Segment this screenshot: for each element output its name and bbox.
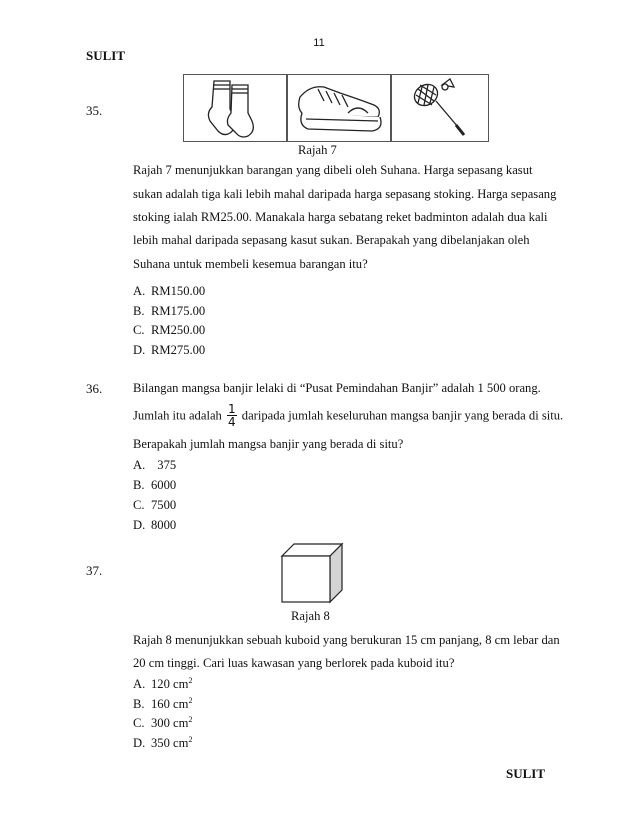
option-letter: A. — [133, 677, 146, 691]
option-letter: D. — [133, 343, 146, 357]
option-letter: D. — [133, 518, 146, 532]
option-text: RM150.00 — [151, 284, 206, 298]
question-number: 36. — [86, 381, 103, 396]
socks-image — [183, 74, 287, 142]
option-text: RM275.00 — [151, 343, 206, 357]
option-text: 6000 — [151, 478, 177, 492]
option-letter: C. — [133, 323, 145, 337]
answer-option[interactable] — [133, 458, 176, 473]
question-text-line: Suhana untuk membeli kesemua barangan itu? — [133, 257, 368, 271]
badminton-racket-image — [391, 74, 489, 142]
text-fragment: Jumlah itu adalah — [133, 408, 222, 423]
answer-option[interactable] — [133, 697, 192, 712]
answer-option[interactable] — [133, 478, 176, 493]
unit-power: 2 — [188, 714, 193, 724]
page-number: 11 — [313, 37, 325, 49]
answer-option[interactable] — [133, 323, 205, 338]
answer-option[interactable] — [133, 518, 176, 533]
question-text-line: 20 cm tinggi. Cari luas kawasan yang berlorek pada kuboid itu? — [133, 656, 455, 670]
answer-option[interactable] — [133, 736, 192, 751]
question-text-line: sukan adalah tiga kali lebih mahal daripada harga sepasang stoking. Harga sepasang — [133, 187, 557, 201]
answer-option[interactable] — [133, 677, 192, 692]
cuboid-front-face — [282, 556, 330, 602]
text-fragment: daripada jumlah keseluruhan mangsa banjir yang berada di situ. — [241, 408, 564, 423]
question-text-line — [133, 404, 563, 429]
fraction — [227, 403, 237, 428]
unit: cm — [173, 716, 189, 730]
racket-icon — [392, 75, 488, 141]
option-letter: C. — [133, 716, 145, 730]
answer-option[interactable] — [133, 343, 205, 358]
option-text: RM250.00 — [151, 323, 206, 337]
option-text: 7500 — [151, 498, 177, 512]
unit: cm — [173, 677, 189, 691]
unit-power: 2 — [188, 734, 193, 744]
fraction-numerator: 1 — [228, 402, 236, 416]
option-text: 350 — [151, 736, 170, 750]
option-letter: A. — [133, 284, 146, 298]
option-letter: B. — [133, 697, 145, 711]
unit-power: 2 — [188, 695, 193, 705]
option-letter: A. — [133, 458, 146, 472]
figure-caption: Rajah 7 — [298, 143, 337, 157]
question-text-line: Rajah 7 menunjukkan barangan yang dibeli oleh Suhana. Harga sepasang kasut — [133, 163, 533, 177]
header-label: SULIT — [86, 48, 126, 63]
sneakers-image — [287, 74, 391, 142]
answer-option[interactable] — [133, 284, 205, 299]
footer-label: SULIT — [506, 766, 546, 781]
unit-power: 2 — [188, 675, 193, 685]
fraction-denominator: 4 — [228, 415, 236, 429]
sneaker-icon — [288, 75, 390, 141]
question-number: 37. — [86, 563, 103, 578]
question-number: 35. — [86, 103, 103, 118]
answer-option[interactable] — [133, 498, 176, 513]
cuboid-figure — [278, 540, 346, 606]
question-text-line: stoking ialah RM25.00. Manakala harga sebatang reket badminton adalah dua kali — [133, 210, 548, 224]
answer-option[interactable] — [133, 304, 205, 319]
question-text-line: Berapakah jumlah mangsa banjir yang berada di situ? — [133, 437, 404, 451]
socks-icon — [184, 75, 286, 141]
option-text: 120 — [151, 677, 170, 691]
option-text: 160 — [151, 697, 170, 711]
question-text-line: lebih mahal daripada sepasang kasut sukan. Berapakah yang dibelanjakan oleh — [133, 233, 530, 247]
answer-option[interactable] — [133, 716, 192, 731]
option-text: 375 — [151, 458, 177, 472]
option-letter: B. — [133, 304, 145, 318]
unit: cm — [173, 697, 189, 711]
option-text: 300 — [151, 716, 170, 730]
option-text: 8000 — [151, 518, 177, 532]
option-letter: D. — [133, 736, 146, 750]
option-letter: C. — [133, 498, 145, 512]
unit: cm — [173, 736, 189, 750]
question-text-line: Rajah 8 menunjukkan sebuah kuboid yang berukuran 15 cm panjang, 8 cm lebar dan — [133, 633, 560, 647]
option-letter: B. — [133, 478, 145, 492]
option-text: RM175.00 — [151, 304, 206, 318]
question-text-line: Bilangan mangsa banjir lelaki di “Pusat Pemindahan Banjir” adalah 1 500 orang. — [133, 381, 541, 395]
figure-caption: Rajah 8 — [291, 609, 330, 623]
